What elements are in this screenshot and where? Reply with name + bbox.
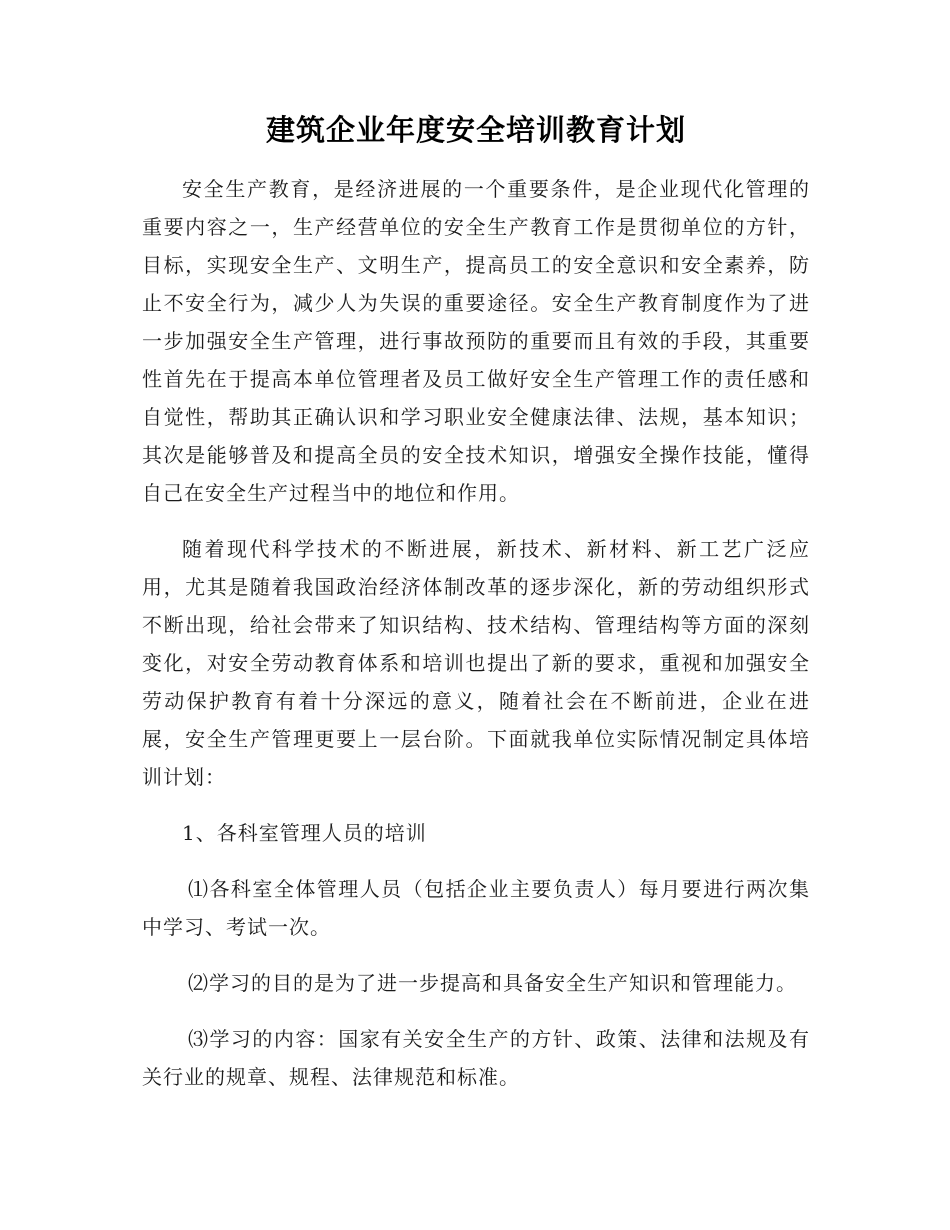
section-item-3: ⑶学习的内容：国家有关安全生产的方针、政策、法律和法规及有关行业的规章、规程、法律规范和标准。 xyxy=(142,1027,810,1089)
section-item-1: ⑴各科室全体管理人员（包括企业主要负责人）每月要进行两次集中学习、考试一次。 xyxy=(142,877,810,939)
section-heading: 1、各科室管理人员的培训 xyxy=(182,821,427,845)
document-page xyxy=(142,108,810,1096)
background-paragraph: 随着现代科学技术的不断进展，新技术、新材料、新工艺广泛应用，尤其是随着我国政治经济体制改革的逐步深化，新的劳动组织形式不断出现，给社会带来了知识结构、技术结构、管理结构等方面的深刻变化，对安全劳动教育体系和培训也提出了新的要求，重视和加强安全劳动保护教育有着十分深远的意义，随着社会在不断前进，企业在进展，安全生产管理更要上一层台阶。下面就我单位实际情况制定具体培训计划： xyxy=(142,537,810,789)
intro-paragraph: 安全生产教育，是经济进展的一个重要条件，是企业现代化管理的重要内容之一，生产经营单位的安全生产教育工作是贯彻单位的方针，目标，实现安全生产、文明生产，提高员工的安全意识和安全素养，防止不安全行为，减少人为失误的重要途径。安全生产教育制度作为了进一步加强安全生产管理，进行事故预防的重要而且有效的手段，其重要性首先在于提高本单位管理者及员工做好安全生产管理工作的责任感和自觉性，帮助其正确认识和学习职业安全健康法律、法规，基本知识；其次是能够普及和提高全员的安全技术知识，增强安全操作技能，懂得自己在安全生产过程当中的地位和作用。 xyxy=(142,177,810,505)
document-title: 建筑企业年度安全培训教育计划 xyxy=(265,113,686,147)
section-item-2: ⑵学习的目的是为了进一步提高和具备安全生产知识和管理能力。 xyxy=(188,971,797,995)
